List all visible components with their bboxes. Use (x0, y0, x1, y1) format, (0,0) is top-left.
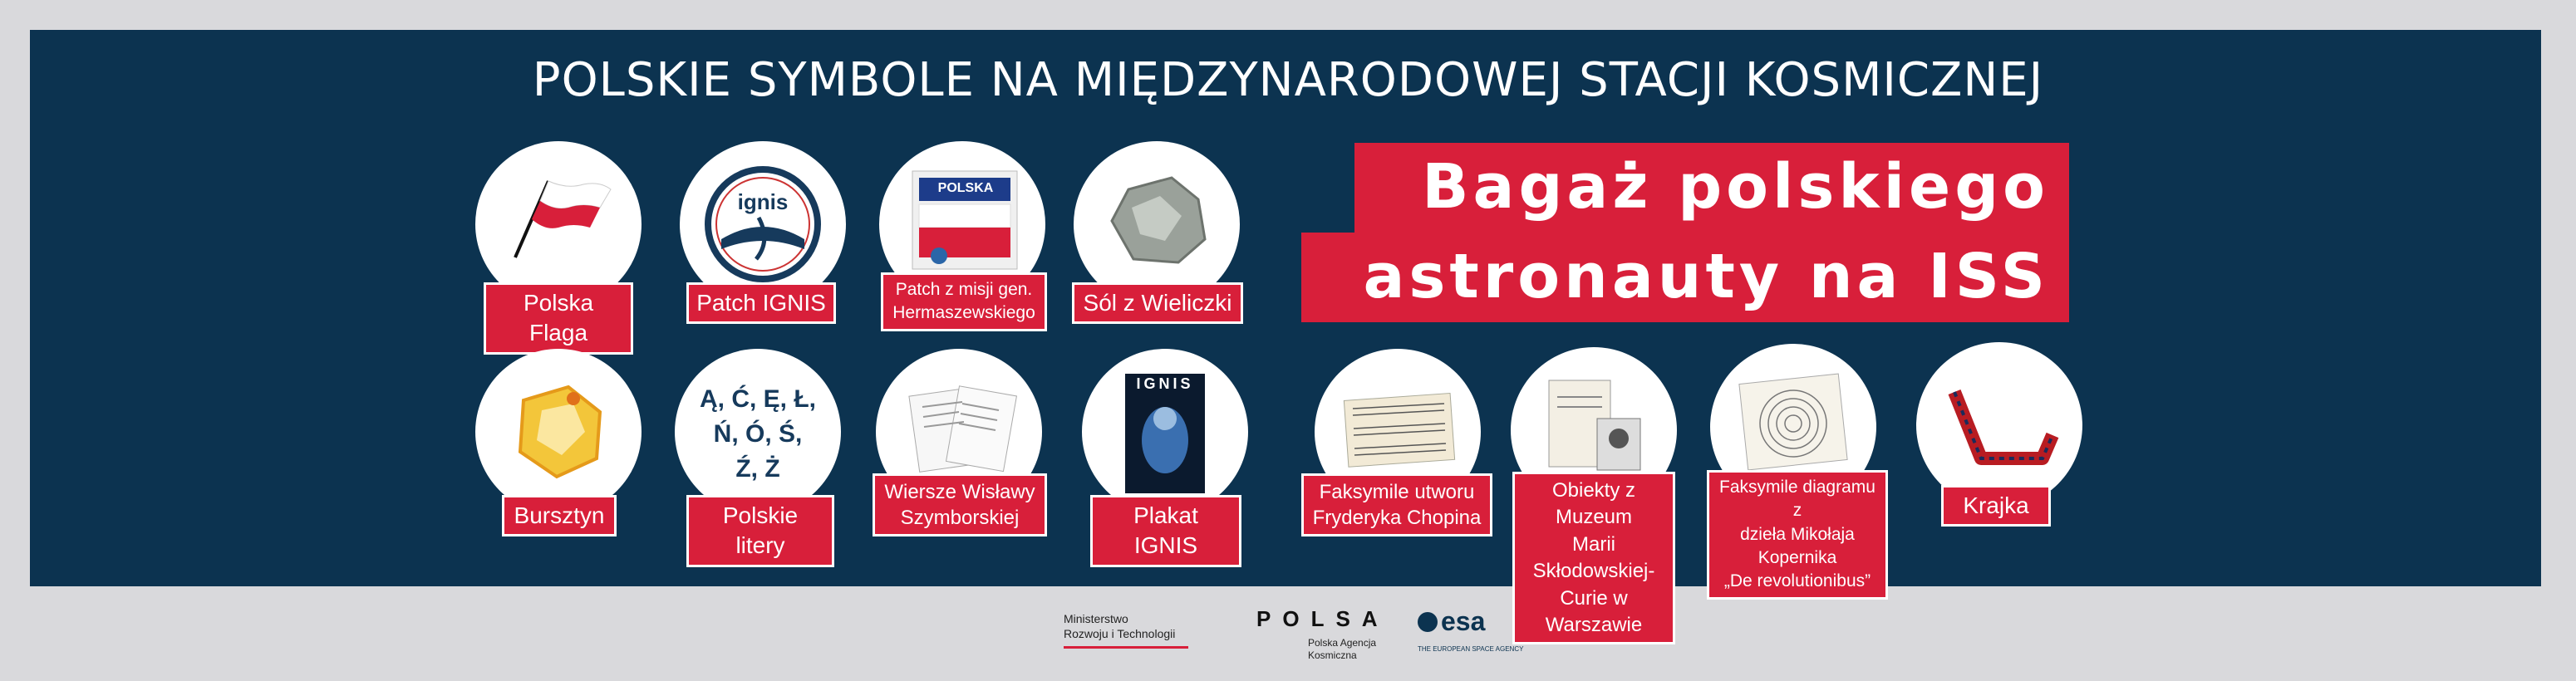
poster-circle (1082, 349, 1248, 515)
polsa-line1: Polska Agencja (1308, 637, 1377, 649)
letters-line3: Ź, Ż (735, 455, 780, 483)
label-poems-line1: Wiersze Wisławy (884, 481, 1035, 503)
label-museum-line3: Curie w Warszawie (1545, 586, 1643, 636)
label-polska-patch (881, 272, 1047, 331)
label-copernicus-line2: dzieła Mikołaja Kopernika (1740, 524, 1855, 568)
letters-line1: Ą, Ć, Ę, Ł, (699, 385, 816, 413)
label-poems (873, 473, 1047, 536)
letters-icon (675, 382, 841, 487)
krajka-circle (1916, 342, 2082, 508)
label-copernicus-line3: „De revolutionibus” (1723, 571, 1871, 591)
poster-ignis-text: IGNIS (1136, 375, 1194, 392)
esa-emblem-icon (1418, 612, 1438, 632)
letters-circle (675, 349, 841, 515)
label-polska-patch-line1: Patch z misji gen. (895, 280, 1033, 299)
polsa-logo (1256, 606, 1389, 662)
ministry-logo (1064, 611, 1188, 649)
label-chopin (1301, 473, 1492, 536)
label-chopin-line1: Faksymile utworu (1319, 481, 1475, 503)
polsa-line2: Kosmiczna (1308, 649, 1357, 661)
esa-logo (1418, 606, 1523, 653)
label-chopin-line2: Fryderyka Chopina (1312, 507, 1482, 530)
poster-icon (1082, 349, 1248, 515)
banner (30, 30, 2541, 586)
label-museum-line2: Marii Skłodowskiej- (1532, 532, 1655, 583)
label-krajka: Krajka (1941, 485, 2051, 527)
label-amber: Bursztyn (502, 495, 617, 536)
headline-line1: Bagaż polskiego (1354, 143, 2069, 233)
amber-icon (475, 349, 642, 515)
label-museum-line1: Obiekty z Muzeum (1551, 479, 1636, 529)
amber-circle (475, 349, 642, 515)
patch-polska-text: POLSKA (937, 181, 994, 195)
label-copernicus (1707, 470, 1888, 600)
polsa-logo-text: POLSA (1256, 606, 1389, 631)
ministry-line1: Ministerstwo (1064, 612, 1128, 625)
page-title: POLSKIE SYMBOLE NA MIĘDZYNARODOWEJ STACJI KOSMICZNEJ (532, 53, 2044, 107)
label-flag: Polska Flaga (484, 282, 633, 355)
patch-ignis-text: ignis (737, 189, 789, 214)
ministry-line2: Rozwoju i Technologii (1064, 627, 1176, 641)
label-ignis-patch: Patch IGNIS (686, 282, 836, 324)
label-letters: Polskie litery (686, 495, 834, 567)
krajka-icon (1916, 342, 2082, 508)
label-poster: Plakat IGNIS (1090, 495, 1241, 567)
esa-tagline: THE EUROPEAN SPACE AGENCY (1418, 645, 1524, 653)
label-salt: Sól z Wieliczki (1072, 282, 1243, 324)
label-copernicus-line1: Faksymile diagramu z (1719, 478, 1875, 521)
headline-line2: astronauty na ISS (1301, 233, 2069, 322)
label-polska-patch-line2: Hermaszewskiego (892, 303, 1035, 323)
label-museum (1512, 472, 1675, 644)
label-poems-line2: Szymborskiej (900, 507, 1020, 530)
ministry-underline (1064, 646, 1188, 649)
letters-line2: Ń, Ó, Ś, (713, 420, 803, 448)
esa-logo-text: esa (1441, 606, 1486, 636)
